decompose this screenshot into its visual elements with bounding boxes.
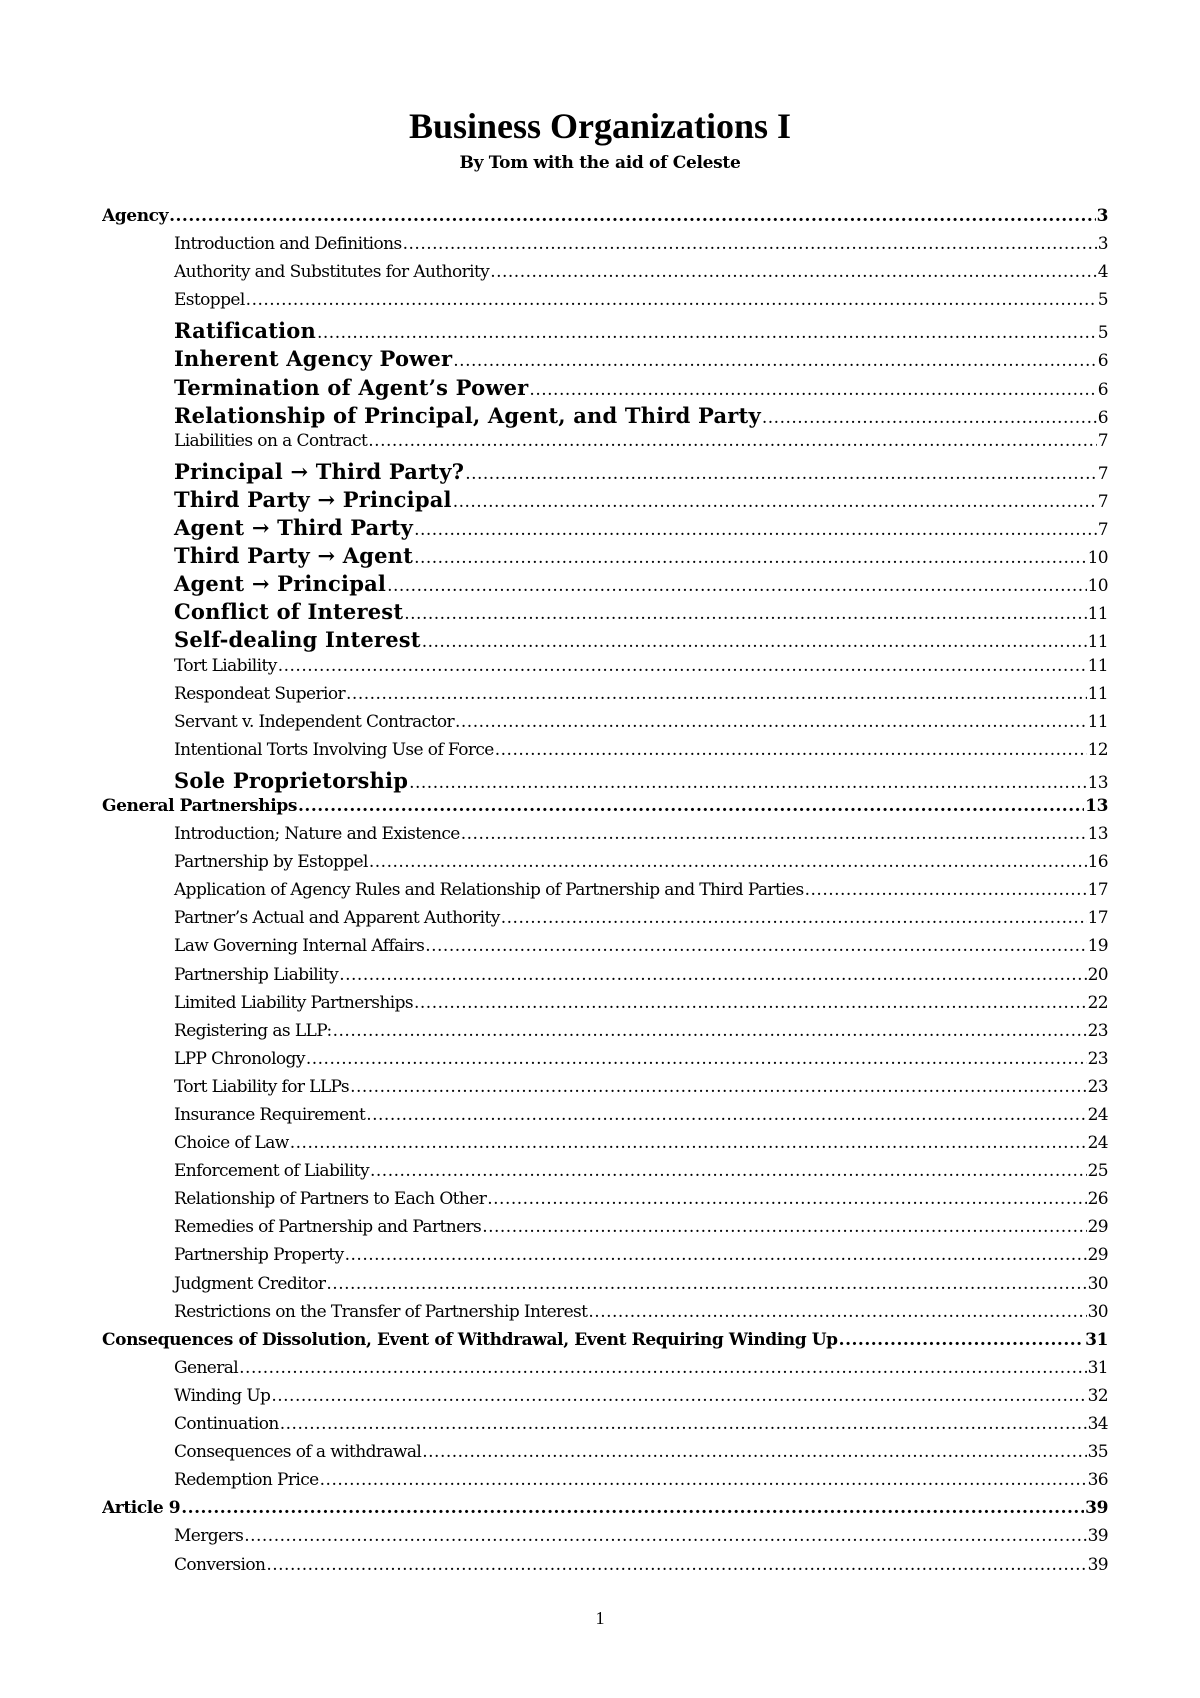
dot-leader [345,1245,1087,1265]
toc-entry-label: Registering as LLP: [174,1020,332,1041]
toc-entry-page-number: 24 [1087,1105,1108,1125]
dot-leader [490,262,1097,282]
toc-entry-label: Limited Liability Partnerships [174,992,413,1013]
toc-entry-label: Mergers [174,1526,244,1547]
dot-leader [455,712,1087,732]
toc-entry-label: Inherent Agency Power [174,346,453,372]
toc-entry-page-number: 12 [1087,739,1108,760]
table-of-contents [102,206,1108,1583]
toc-entry-label: Judgment Creditor [174,1273,326,1294]
toc-entry[interactable] [102,824,1108,852]
toc-entry[interactable] [102,880,1108,908]
toc-entry[interactable] [102,459,1108,487]
toc-entry[interactable] [102,234,1108,262]
toc-entry-label: Intentional Torts Involving Use of Force [174,739,494,760]
toc-entry-label: Sole Proprietorship [174,767,409,793]
toc-entry-page-number: 7 [1097,430,1108,451]
toc-entry-page-number: 36 [1087,1470,1108,1491]
toc-entry-label: Relationship of Partners to Each Other [174,1189,487,1210]
toc-entry-label: Remedies of Partnership and Partners [174,1217,482,1238]
toc-entry-label: Redemption Price [174,1470,319,1491]
toc-entry[interactable] [102,1245,1108,1273]
dot-leader [414,520,1097,540]
toc-entry[interactable] [102,571,1108,599]
toc-entry-page-number: 10 [1087,576,1108,597]
toc-entry[interactable] [102,318,1108,346]
dot-leader [762,408,1097,428]
toc-entry[interactable] [102,1105,1108,1133]
toc-entry-page-number: 34 [1087,1414,1108,1435]
toc-entry[interactable] [102,1077,1108,1105]
document-subtitle: By Tom with the aid of Celeste [459,153,741,173]
toc-entry-page-number: 11 [1087,711,1108,732]
toc-entry[interactable] [102,1021,1108,1049]
toc-entry-label: Relationship of Principal, Agent, and Third Party [174,402,761,428]
toc-entry-page-number: 16 [1087,852,1108,873]
dot-leader [387,576,1087,596]
dot-leader [403,234,1097,254]
toc-entry[interactable] [102,965,1108,993]
toc-entry-label: Self-dealing Interest [174,627,421,653]
dot-leader [244,1526,1086,1546]
toc-entry[interactable] [102,543,1108,571]
dot-leader [453,351,1097,371]
toc-entry-page-number: 13 [1087,772,1108,793]
dot-leader [422,1442,1086,1462]
dot-leader [290,1133,1087,1153]
toc-entry-page-number: 5 [1097,290,1108,311]
document-title: Business Organizations I [408,106,792,146]
toc-entry[interactable] [102,993,1108,1021]
dot-leader [306,1049,1087,1069]
toc-entry[interactable] [102,1274,1108,1302]
toc-entry[interactable] [102,768,1108,796]
toc-entry-page-number: 4 [1097,262,1108,283]
toc-entry-page-number: 39 [1087,1554,1108,1575]
toc-entry-page-number: 5 [1097,323,1108,344]
toc-heading[interactable] [102,206,1108,234]
toc-entry-page-number: 17 [1087,908,1108,929]
dot-leader [495,740,1087,760]
dot-leader [246,290,1097,310]
toc-entry-label: Article 9 [102,1498,181,1519]
dot-leader [280,1414,1087,1434]
toc-entry[interactable] [102,908,1108,936]
dot-leader [805,880,1087,900]
toc-entry-page-number: 11 [1087,683,1108,704]
toc-entry-label: General [174,1357,239,1378]
dot-leader [350,1077,1087,1097]
toc-entry[interactable] [102,1555,1108,1583]
toc-entry[interactable] [102,936,1108,964]
dot-leader [453,492,1097,512]
toc-entry-page-number: 32 [1087,1385,1108,1406]
toc-entry-page-number: 22 [1087,992,1108,1013]
dot-leader [370,1161,1087,1181]
dot-leader [501,908,1087,928]
toc-entry-page-number: 39 [1087,1526,1108,1547]
toc-entry[interactable] [102,656,1108,684]
toc-entry-label: Restrictions on the Transfer of Partnership Interest [174,1301,588,1322]
toc-entry-label: Tort Liability [174,655,277,676]
toc-entry-label: Insurance Requirement [174,1105,366,1125]
dot-leader [298,796,1084,816]
toc-heading[interactable] [102,796,1108,824]
toc-entry[interactable] [102,515,1108,543]
toc-entry[interactable] [102,1189,1108,1217]
toc-entry-page-number: 3 [1097,234,1108,255]
toc-entry-page-number: 30 [1087,1301,1108,1322]
toc-entry[interactable] [102,740,1108,768]
toc-entry-label: Consequences of a withdrawal [174,1442,422,1463]
toc-entry[interactable] [102,431,1108,459]
toc-entry[interactable] [102,1217,1108,1245]
toc-entry-page-number: 23 [1087,1076,1108,1097]
dot-leader [487,1189,1086,1209]
toc-entry-page-number: 17 [1087,880,1108,901]
toc-entry-label: Liabilities on a Contract [174,430,368,451]
toc-entry-page-number: 7 [1097,520,1108,541]
toc-entry-page-number: 23 [1087,1020,1108,1041]
toc-entry-label: Introduction and Definitions [174,234,402,255]
toc-entry[interactable] [102,1358,1108,1386]
toc-entry[interactable] [102,487,1108,515]
toc-entry-label: Principal → Third Party? [174,458,465,484]
toc-entry[interactable] [102,1049,1108,1077]
toc-entry-page-number: 6 [1097,407,1108,428]
dot-leader [339,965,1086,985]
toc-entry-label: Partnership Liability [174,964,339,985]
toc-entry-label: Introduction; Nature and Existence [174,824,460,845]
toc-entry[interactable] [102,684,1108,712]
toc-entry-page-number: 3 [1096,206,1108,226]
toc-entry-page-number: 7 [1097,491,1108,512]
toc-entry-page-number: 19 [1087,936,1108,957]
toc-entry-label: Choice of Law [174,1133,289,1154]
toc-entry-page-number: 10 [1087,548,1108,569]
toc-entry[interactable] [102,375,1108,403]
toc-entry[interactable] [102,712,1108,740]
toc-entry-label: Continuation [174,1414,279,1435]
toc-entry-page-number: 11 [1087,632,1108,653]
toc-entry-page-number: 31 [1087,1357,1108,1378]
toc-entry-label: Servant v. Independent Contractor [174,711,454,732]
toc-entry-page-number: 13 [1085,795,1108,816]
toc-entry-label: Termination of Agent’s Power [174,374,529,400]
dot-leader [169,206,1095,226]
dot-leader [333,1021,1087,1041]
dot-leader [482,1217,1086,1237]
toc-entry-label: Conflict of Interest [174,599,404,625]
dot-leader [366,1105,1086,1125]
toc-entry[interactable] [102,403,1108,431]
dot-leader [369,852,1087,872]
toc-heading[interactable] [102,1330,1108,1358]
toc-entry[interactable] [102,627,1108,655]
toc-entry-page-number: 29 [1087,1217,1108,1238]
toc-entry[interactable] [102,1526,1108,1554]
dot-leader [465,464,1097,484]
toc-entry-page-number: 23 [1087,1048,1108,1069]
toc-entry-label: General Partnerships [102,795,297,816]
toc-entry[interactable] [102,1470,1108,1498]
dot-leader [414,993,1087,1013]
toc-entry-page-number: 13 [1087,824,1108,845]
toc-entry-label: Agent → Third Party [174,515,414,541]
toc-entry-label: Law Governing Internal Affairs [174,936,425,957]
toc-entry-page-number: 35 [1087,1442,1108,1463]
dot-leader [839,1330,1084,1350]
toc-entry-label: Third Party → Agent [174,543,414,569]
dot-leader [404,604,1086,624]
toc-entry[interactable] [102,262,1108,290]
toc-entry-page-number: 39 [1085,1498,1108,1519]
toc-entry-label: Estoppel [174,290,245,311]
dot-leader [414,548,1087,568]
dot-leader [326,1274,1086,1294]
toc-entry-label: Third Party → Principal [174,486,452,512]
toc-entry[interactable] [102,346,1108,374]
dot-leader [588,1302,1086,1322]
toc-entry-page-number: 20 [1087,964,1108,985]
toc-entry-page-number: 6 [1097,351,1108,372]
toc-entry-label: Tort Liability for LLPs [174,1076,350,1097]
dot-leader [239,1358,1086,1378]
toc-entry-label: Agency [102,206,169,226]
toc-entry-label: Agent → Principal [174,571,387,597]
dot-leader [409,773,1086,793]
toc-entry-page-number: 24 [1087,1133,1108,1154]
dot-leader [271,1386,1086,1406]
dot-leader [320,1470,1087,1490]
toc-entry[interactable] [102,599,1108,627]
toc-entry-page-number: 25 [1087,1161,1108,1182]
toc-entry-label: Partnership Property [174,1245,344,1266]
toc-entry[interactable] [102,1302,1108,1330]
toc-entry-page-number: 11 [1087,655,1108,676]
toc-entry-label: Application of Agency Rules and Relationship of Partnership and Third Parties [174,880,804,901]
dot-leader [529,380,1096,400]
toc-entry[interactable] [102,1414,1108,1442]
dot-leader [425,936,1086,956]
toc-entry-label: Ratification [174,318,316,344]
toc-entry-label: Enforcement of Liability [174,1161,369,1182]
dot-leader [346,684,1087,704]
dot-leader [181,1498,1084,1518]
toc-entry-page-number: 30 [1087,1273,1108,1294]
toc-entry-page-number: 31 [1085,1329,1108,1350]
dot-leader [422,632,1087,652]
toc-heading[interactable] [102,1498,1108,1526]
toc-entry-label: LPP Chronology [174,1048,305,1069]
toc-entry[interactable] [102,290,1108,318]
toc-entry[interactable] [102,1442,1108,1470]
toc-entry-label: Conversion [174,1554,266,1575]
toc-entry-label: Consequences of Dissolution, Event of Withdrawal, Event Requiring Winding Up [102,1329,838,1350]
toc-entry[interactable] [102,1133,1108,1161]
toc-entry-page-number: 7 [1097,463,1108,484]
toc-entry-label: Respondeat Superior [174,683,346,704]
toc-entry[interactable] [102,852,1108,880]
dot-leader [266,1555,1086,1575]
toc-entry-label: Partner’s Actual and Apparent Authority [174,908,500,929]
dot-leader [461,824,1087,844]
toc-entry-page-number: 29 [1087,1245,1108,1266]
page-number: 1 [595,1608,605,1628]
toc-entry-label: Partnership by Estoppel [174,852,368,873]
toc-entry[interactable] [102,1161,1108,1189]
toc-entry-label: Winding Up [174,1385,271,1406]
toc-entry[interactable] [102,1386,1108,1414]
toc-entry-label: Authority and Substitutes for Authority [174,262,490,283]
dot-leader [368,431,1097,451]
dot-leader [317,323,1097,343]
toc-entry-page-number: 6 [1097,379,1108,400]
toc-entry-page-number: 26 [1087,1189,1108,1210]
toc-entry-page-number: 11 [1087,604,1108,625]
dot-leader [278,656,1087,676]
